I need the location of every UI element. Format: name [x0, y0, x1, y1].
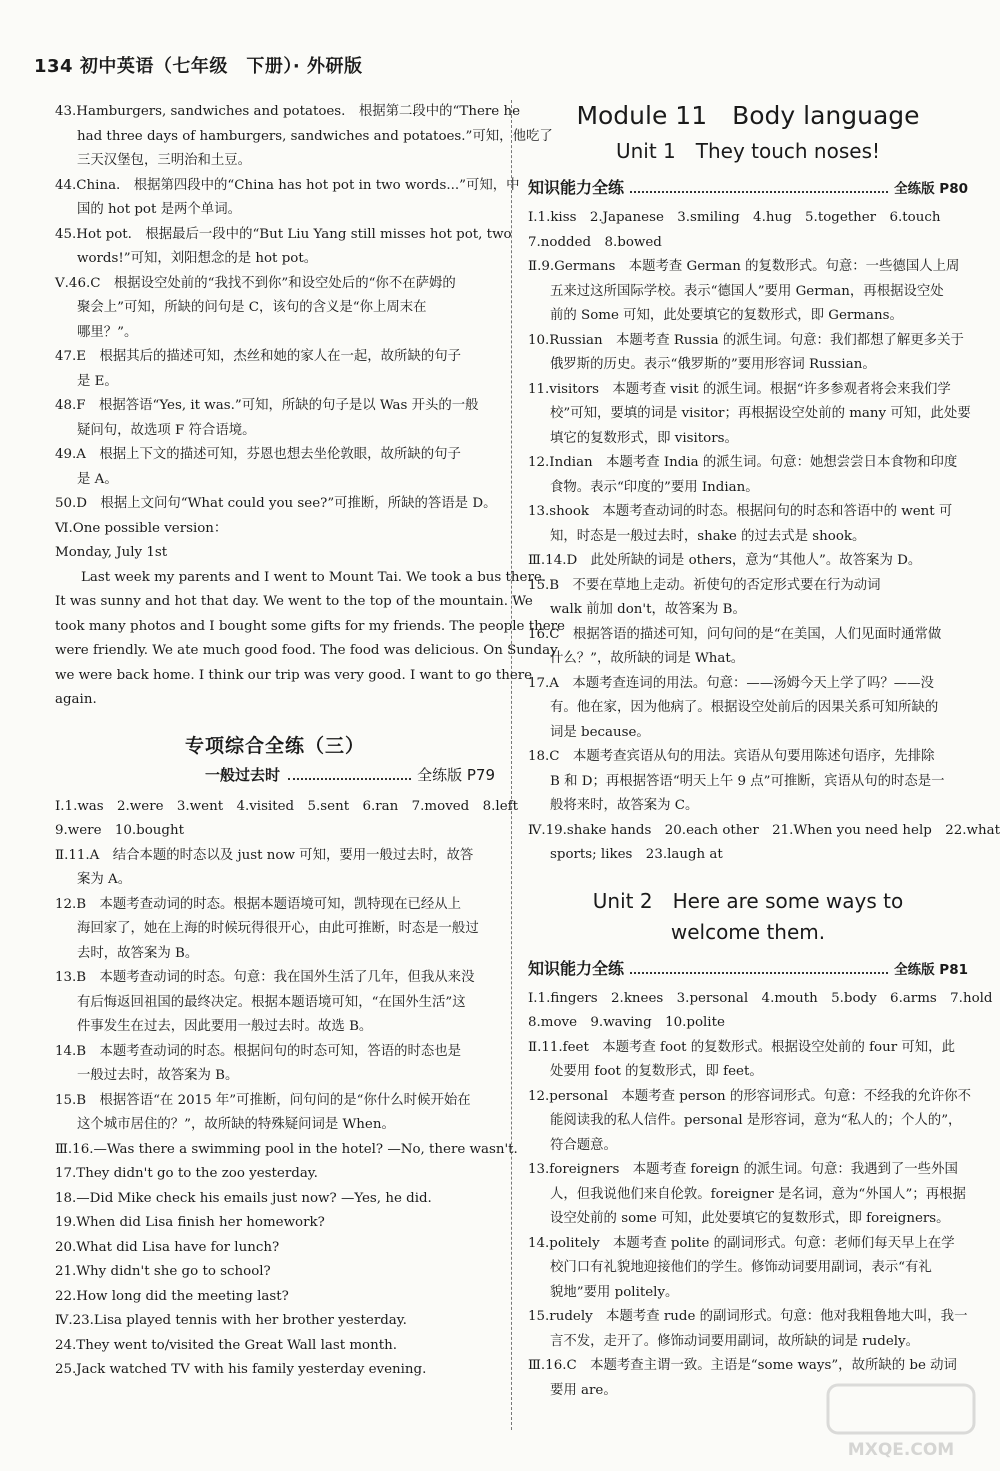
left-answers-a	[55, 100, 553, 566]
text-line: took many photos and I bought some gifts for my friends. The people there	[55, 618, 565, 634]
knowledge-bar-1	[528, 175, 968, 198]
text-line: 7.nodded 8.bowed	[528, 234, 662, 250]
text-line: Monday, July 1st	[55, 545, 168, 560]
knowledge-label: 知识能力全练	[528, 178, 625, 197]
text-line: 一般过去时，故答案为 B。	[77, 1068, 239, 1083]
module-title: Module 11 Body language	[576, 101, 920, 130]
text-line: 词是 because。	[550, 724, 650, 740]
text-line: words!”可知，刘阳想念的是 hot pot。	[77, 251, 318, 266]
text-line: 14.politely 本题考查 polite 的副词形式。句意：老师们每天早上在学	[528, 1235, 955, 1251]
knowledge-bar-2	[528, 956, 968, 979]
text-line: 14.B 本题考查动词的时态。根据问句的时态可知，答语的时态也是	[55, 1043, 462, 1059]
text-line: 前的 Some 可知，此处要填它的复数形式，即 Germans。	[550, 308, 903, 323]
text-line: 校”可知，要填的词是 visitor；再根据设空处前的 many 可知，此处要	[550, 406, 971, 421]
right-column	[528, 100, 1000, 1403]
text-line: 15.B 根据答语“在 2015 年”可推断，问句问的是“你什么时候开始在	[55, 1092, 471, 1108]
text-line: 47.E 根据其后的描述可知，杰丝和她的家人在一起，故所缺的句子	[55, 349, 462, 364]
text-line: walk 前加 don't，故答案为 B。	[550, 602, 746, 617]
column-divider	[511, 100, 512, 1430]
text-line: 国的 hot pot 是两个单词。	[77, 202, 241, 217]
text-line: 18.—Did Mike check his emails just now? —Yes, he did.	[55, 1190, 432, 1206]
text-line: had three days of hamburgers, sandwiches and potatoes.”可知，他吃了	[77, 128, 553, 144]
text-line: 22.How long did the meeting last?	[55, 1288, 289, 1304]
text-line: 什么？”，故所缺的词是 What。	[550, 651, 745, 666]
text-line: 12.B 本题考查动词的时态。根据本题语境可知，凯特现在已经从上	[55, 896, 462, 912]
text-line: 能阅读我的私人信件。personal 是形容词，意为“私人的；个人的”，	[550, 1113, 962, 1128]
text-line: Ⅴ.46.C 根据设空处前的“我找不到你”和设空处后的“你不在萨姆的	[55, 275, 456, 291]
text-line: Ⅲ.14.D 此处所缺的词是 others，意为“其他人”。故答案为 D。	[528, 553, 922, 568]
text-line: 25.Jack watched TV with his family yesterday evening.	[55, 1362, 427, 1377]
text-line: It was sunny and hot that day. We went to the top of the mountain. We	[55, 594, 533, 609]
text-line: Ⅲ.16.C 本题考查主谓一致。主语是“some ways”，故所缺的 be 动词	[528, 1358, 957, 1373]
text-line: 43.Hamburgers, sandwiches and potatoes. 根据第二段中的“There he	[55, 104, 521, 119]
sub-title-ref: 全练版 P79	[417, 765, 495, 784]
text-line: 疑问句，故选项 F 符合语境。	[77, 422, 256, 438]
text-line: 45.Hot pot. 根据最后一段中的“But Liu Yang still misses hot pot, two	[55, 226, 512, 242]
text-line: 是 A。	[77, 471, 118, 487]
text-line: Ⅱ.9.Germans 本题考查 German 的复数形式。句意：一些德国人上周	[528, 259, 960, 274]
text-line: 符合题意。	[550, 1137, 617, 1153]
text-line: 17.A 本题考查连词的用法。句意：——汤姆今天上学了吗？——没	[528, 675, 934, 691]
text-line: Ⅰ.1.kiss 2.Japanese 3.smiling 4.hug 5.together 6.touch	[528, 210, 941, 225]
text-line: 12.personal 本题考查 person 的形容词形式。句意：不经我的允许你不	[528, 1088, 971, 1104]
text-line: 件事发生在过去，因此要用一般过去时。故选 B。	[77, 1019, 373, 1034]
text-line: 设空处前的 some 可知，此处要填它的复数形式，即 foreigners。	[550, 1211, 950, 1226]
dotted-leader	[288, 778, 411, 780]
text-line: 15.B 不要在草地上走动。祈使句的否定形式要在行为动词	[528, 577, 881, 593]
text-line: 三天汉堡包，三明治和土豆。	[77, 153, 252, 168]
book-title: 初中英语（七年级 下册）· 外研版	[79, 56, 363, 77]
knowledge-ref: 全练版 P81	[894, 961, 968, 978]
text-line: 哪里？”。	[77, 324, 138, 340]
text-line: 19.When did Lisa finish her homework?	[55, 1215, 325, 1230]
text-line: 24.They went to/visited the Great Wall last month.	[55, 1337, 397, 1353]
text-line: 48.F 根据答语“Yes, it was.”可知，所缺的句子是以 Was 开头的一般	[55, 398, 479, 413]
text-line: 13.shook 本题考查动词的时态。根据问句的时态和答语中的 went 可	[528, 504, 953, 519]
text-line: 校门口有礼貌地迎接他们的学生。修饰动词要用副词，表示“有礼	[550, 1260, 932, 1275]
text-line: 13.B 本题考查动词的时态。句意：我在国外生活了几年，但我从来没	[55, 970, 475, 985]
sub-title: 一般过去时	[205, 765, 281, 784]
watermark-text: MXQE.COM	[847, 1440, 955, 1460]
text-line: were friendly. We ate much good food. The food was delicious. On Sunday	[55, 643, 558, 658]
unit2-title-line2: welcome them.	[670, 919, 826, 944]
text-line: 9.were 10.bought	[55, 823, 185, 838]
text-line: 这个城市居住的？”，故所缺的特殊疑问词是 When。	[77, 1117, 395, 1132]
text-line: Ⅰ.1.fingers 2.knees 3.personal 4.mouth 5.body 6.arms 7.hold	[528, 990, 993, 1006]
page-header	[34, 52, 362, 78]
text-line: B 和 D；再根据答语“明天上午 9 点”可推断，宾语从句的时态是一	[550, 773, 945, 789]
right-answers-b	[528, 987, 993, 1404]
text-line: 要用 are。	[550, 1382, 617, 1398]
text-line: 17.They didn't go to the zoo yesterday.	[55, 1166, 318, 1181]
text-line: 12.Indian 本题考查 India 的派生词。句意：她想尝尝日本食物和印度	[528, 455, 958, 470]
text-line: Ⅳ.23.Lisa played tennis with her brother yesterday.	[55, 1313, 407, 1328]
text-line: again.	[55, 692, 97, 707]
text-line: 有。他在家，因为他病了。根据设空处前后的因果关系可知所缺的	[550, 700, 939, 715]
text-line: Ⅱ.11.A 结合本题的时态以及 just now 可知，要用一般过去时，故答	[55, 847, 474, 863]
text-line: sports; likes 23.laugh at	[550, 847, 723, 862]
left-answers-b	[55, 795, 518, 1383]
section-title: 专项综合全练（三）	[184, 734, 365, 757]
text-line: 填它的复数形式，即 visitors。	[550, 430, 738, 446]
text-line: 11.visitors 本题考查 visit 的派生词。根据“许多参观者将会来我们学	[528, 381, 951, 397]
text-line: 49.A 根据上下文的描述可知，芬恩也想去坐伦敦眼，故所缺的句子	[55, 447, 461, 462]
unit2-title-line1: Unit 2 Here are some ways to	[592, 888, 904, 913]
text-line: 知，时态是一般过去时，shake 的过去式是 shook。	[550, 528, 866, 544]
text-line: Ⅳ.19.shake hands 20.each other 21.When you need help 22.what	[528, 822, 1000, 838]
text-line: 44.China. 根据第四段中的“China has hot pot in two words...”可知，中	[55, 177, 520, 193]
dotted-leader	[630, 972, 888, 974]
dotted-leader	[630, 191, 888, 193]
left-column	[55, 100, 565, 1383]
text-line: we were back home. I think our trip was very good. I want to go there	[55, 667, 533, 683]
text-line: 是 E。	[77, 373, 118, 389]
text-line: 人，但我说他们来自伦敦。foreigner 是名词，意为“外国人”；再根据	[550, 1186, 966, 1202]
text-line: 处要用 foot 的复数形式，即 feet。	[550, 1064, 763, 1079]
text-line: 21.Why didn't she go to school?	[55, 1264, 271, 1279]
text-line: 言不发，走开了。修饰动词要用副词，故所缺的词是 rudely。	[550, 1333, 919, 1349]
knowledge-label: 知识能力全练	[528, 958, 625, 978]
text-line: 10.Russian 本题考查 Russia 的派生词。句意：我们都想了解更多关于	[528, 332, 964, 348]
right-answers-a	[528, 206, 1000, 868]
text-line: Ⅱ.11.feet 本题考查 foot 的复数形式。根据设空处前的 four 可知，此	[528, 1039, 955, 1055]
text-line: 般将来时，故答案为 C。	[550, 798, 699, 813]
text-line: 15.rudely 本题考查 rude 的副词形式。句意：他对我粗鲁地大叫，我一	[528, 1309, 968, 1324]
text-line: 18.C 本题考查宾语从句的用法。宾语从句要用陈述句语序，先排除	[528, 749, 935, 764]
text-line: 食物。表示“印度的”要用 Indian。	[550, 479, 759, 495]
text-line: Ⅵ.One possible version：	[55, 520, 228, 536]
text-line: 俄罗斯的历史。表示“俄罗斯的”要用形容词 Russian。	[550, 357, 876, 372]
text-line: 16.C 根据答语的描述可知，问句问的是“在美国，人们见面时通常做	[528, 626, 942, 642]
unit1-title: Unit 1 They touch noses!	[615, 139, 881, 163]
text-line: 50.D 根据上文问句“What could you see?”可推断，所缺的答语是 D。	[55, 496, 497, 511]
watermark-logo-icon	[826, 1383, 976, 1463]
text-line: 貌地”要用 politely。	[550, 1284, 679, 1300]
text-line: 海回家了，她在上海的时候玩得很开心，由此可推断，时态是一般过	[77, 921, 479, 936]
text-line: Ⅲ.16.—Was there a swimming pool in the hotel? —No, there wasn't.	[55, 1141, 518, 1157]
text-line: Last week my parents and I went to Mount Tai. We took a bus there.	[81, 569, 547, 585]
text-line: 8.move 9.waving 10.polite	[528, 1015, 725, 1030]
text-line: 20.What did Lisa have for lunch?	[55, 1239, 280, 1255]
essay	[55, 566, 565, 713]
text-line: 13.foreigners 本题考查 foreign 的派生词。句意：我遇到了一些外国	[528, 1162, 958, 1177]
text-line: 去时，故答案为 B。	[77, 945, 199, 961]
knowledge-ref: 全练版 P80	[894, 181, 968, 197]
sub-title-bar	[55, 764, 495, 785]
text-line: 聚会上”可知，所缺的问句是 C，该句的含义是“你上周末在	[77, 300, 427, 315]
page-number: 134	[34, 56, 74, 77]
text-line: Ⅰ.1.was 2.were 3.went 4.visited 5.sent 6.ran 7.moved 8.left	[55, 798, 518, 814]
text-line: 有后悔返回祖国的最终决定。根据本题语境可知，“在国外生活”这	[77, 994, 466, 1010]
text-line: 案为 A。	[77, 872, 132, 887]
text-line: 五来过这所国际学校。表示“德国人”要用 German，再根据设空处	[550, 283, 944, 299]
